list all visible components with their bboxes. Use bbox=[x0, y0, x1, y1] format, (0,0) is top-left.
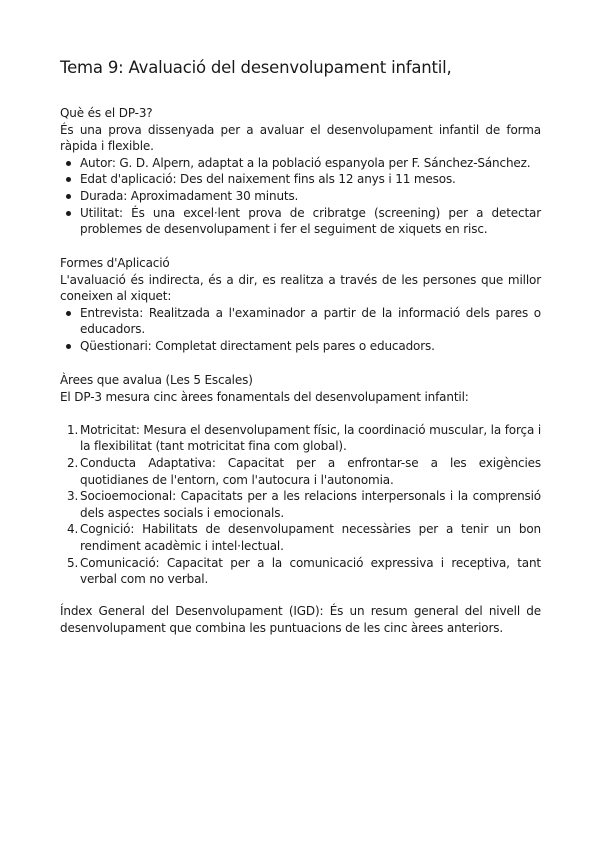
section-application-forms bbox=[60, 255, 541, 355]
list-item: Autor: G. D. Alpern, adaptat a la població espanyola per F. Sánchez-Sánchez. bbox=[60, 155, 541, 172]
section-intro: El DP-3 mesura cinc àrees fonamentals del desenvolupament infantil: bbox=[60, 389, 469, 404]
igd-paragraph: Índex General del Desenvolupament (IGD): És un resum general del nivell de desenvolupament que combina les puntuacions de les cinc àrees anteriors. bbox=[60, 604, 541, 635]
bullet-list bbox=[60, 305, 541, 355]
item-number: 2. bbox=[67, 455, 79, 470]
list-item: Edat d'aplicació: Des del naixement fins als 12 anys i 11 mesos. bbox=[60, 171, 541, 188]
list-item: Utilitat: És una excel·lent prova de cribratge (screening) per a detectar problemes de desenvolupament i fer el seguiment de xiquets en risc. bbox=[60, 205, 541, 238]
section-igd bbox=[60, 603, 541, 636]
spacer bbox=[60, 405, 541, 422]
item-text: Motricitat: Mesura el desenvolupament físic, la coordinació muscular, la força i la flexibilitat (tant motricitat fina com global). bbox=[80, 422, 541, 454]
item-text: Cognició: Habilitats de desenvolupament necessàries per a tenir un bon rendiment acadèmic i intel·lectual. bbox=[80, 522, 541, 553]
section-intro: L'avaluació és indirecta, és a dir, es realitza a través de les persones que millor coneixen al xiquet: bbox=[60, 272, 541, 304]
item-text: Socioemocional: Capacitats per a les relacions interpersonals i la comprensió dels aspectes socials i emocionals. bbox=[80, 489, 541, 520]
page-title: Tema 9: Avaluació del desenvolupament infantil, bbox=[60, 58, 452, 77]
item-number: 5. bbox=[67, 555, 79, 570]
item-number: 4. bbox=[67, 522, 79, 537]
item-number: 3. bbox=[67, 489, 79, 504]
item-text: Conducta Adaptativa: Capacitat per a enfrontar-se a les exigències quotidianes de l'entorn, com l'autocura i l'autonomia. bbox=[80, 455, 541, 487]
numbered-list bbox=[60, 422, 541, 588]
list-item bbox=[60, 455, 541, 488]
section-intro: És una prova dissenyada per a avaluar el desenvolupament infantil de forma ràpida i flexible. bbox=[60, 122, 541, 154]
list-item bbox=[60, 488, 541, 521]
list-item bbox=[60, 555, 541, 588]
bullet-list bbox=[60, 155, 541, 238]
list-item bbox=[60, 521, 541, 554]
item-text: Comunicació: Capacitat per a la comunicació expressiva i receptiva, tant verbal com no verbal. bbox=[80, 555, 541, 587]
list-item: Entrevista: Realitzada a l'examinador a partir de la informació dels pares o educadors. bbox=[60, 305, 541, 338]
section-heading: Formes d'Aplicació bbox=[60, 256, 170, 270]
list-item bbox=[60, 422, 541, 455]
section-areas bbox=[60, 372, 541, 588]
section-heading: Àrees que avalua (Les 5 Escales) bbox=[60, 373, 253, 387]
section-heading: Què és el DP-3? bbox=[60, 106, 153, 120]
section-what-is-dp3 bbox=[60, 105, 541, 238]
item-number: 1. bbox=[67, 422, 79, 437]
list-item: Qüestionari: Completat directament pels pares o educadors. bbox=[60, 338, 541, 355]
list-item: Durada: Aproximadament 30 minuts. bbox=[60, 188, 541, 205]
